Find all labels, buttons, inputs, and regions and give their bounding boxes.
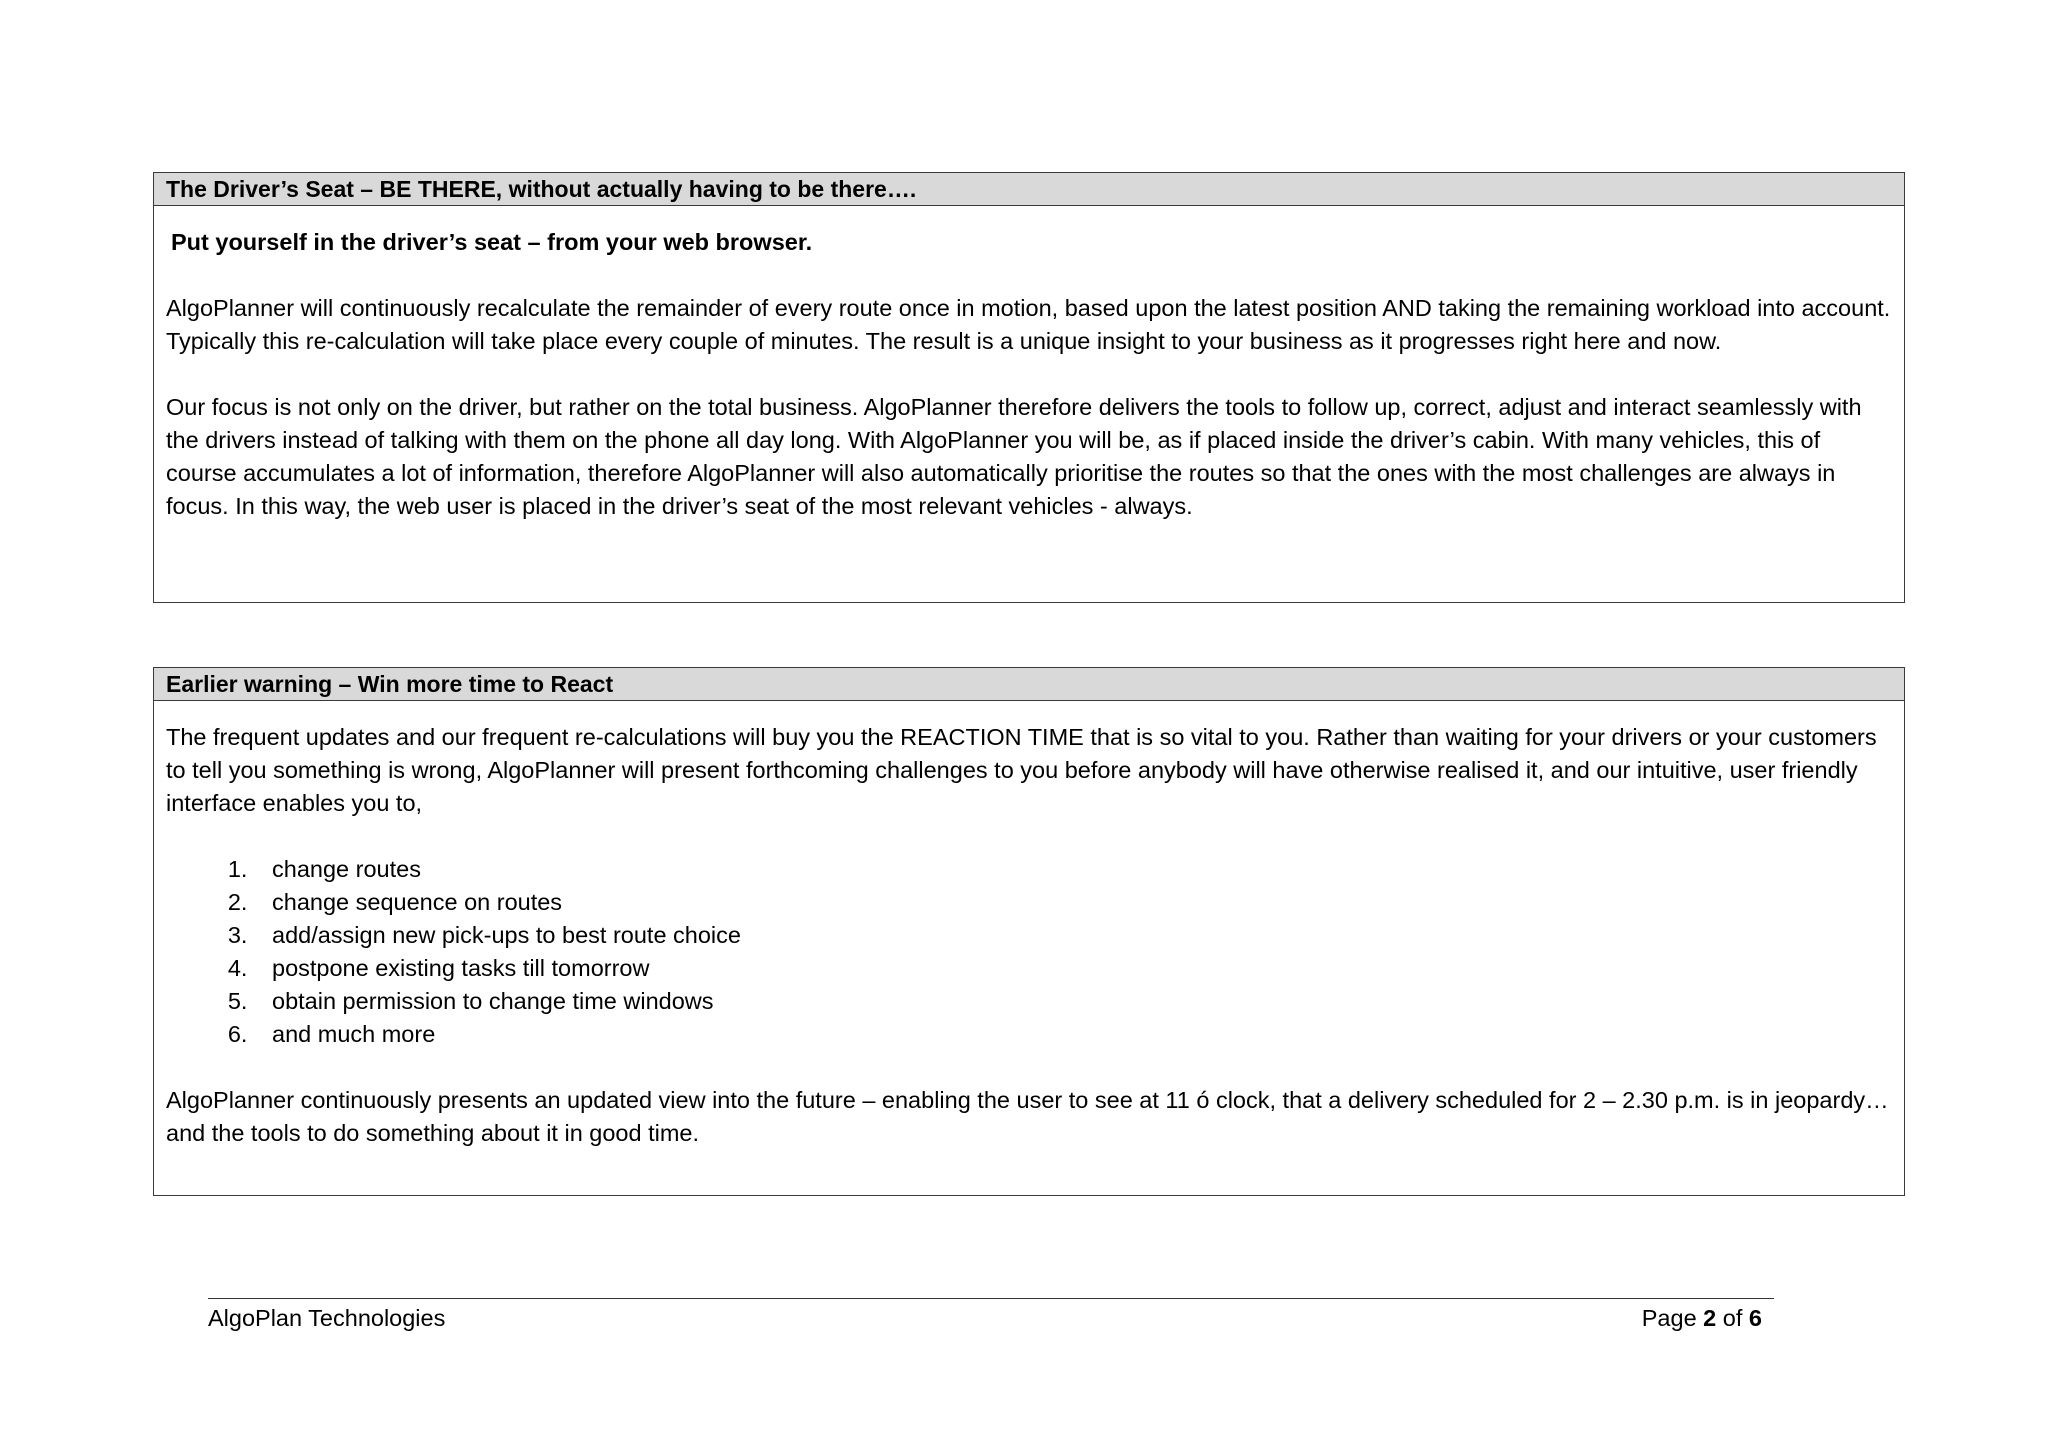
footer-page-number [1642, 1302, 1762, 1334]
page-total: 6 [1748, 1305, 1762, 1331]
list-item: 6. and much more [254, 1018, 1892, 1051]
page-current: 2 [1703, 1305, 1717, 1331]
earlier-warning-section-header: Earlier warning – Win more time to React [154, 668, 1904, 701]
drivers-seat-paragraph-1: AlgoPlanner will continuously recalculate the remainder of every route once in motion, based upon the latest position AND taking the remaining workload into account. Typically this re-calculation will take place every couple of minutes. The result is a unique insight to your business as it progresses right here and now. [166, 295, 1891, 354]
list-item: 2. change sequence on routes [254, 886, 1892, 919]
drivers-seat-subheading: Put yourself in the driver’s seat – from your web browser. [171, 229, 813, 255]
earlier-warning-intro: The frequent updates and our frequent re-calculations will buy you the REACTION TIME that is so vital to you. Rather than waiting for your drivers or your customers to tell you something is wrong, AlgoPlanner will present forthcoming challenges to you before anybody will have otherwise realised it, and our intuitive, user friendly interface enables you to, [166, 724, 1877, 816]
drivers-seat-section-body [154, 206, 1904, 523]
drivers-seat-paragraph-2: Our focus is not only on the driver, but rather on the total business. AlgoPlanner therefore delivers the tools to follow up, correct, adjust and interact seamlessly with the drivers instead of talking with them on the phone all day long. With AlgoPlanner you will be, as if placed inside the driver’s cabin. With many vehicles, this of course accumulates a lot of information, therefore AlgoPlanner will also automatically prioritise the routes so that the ones with the most challenges are always in focus. In this way, the web user is placed in the driver’s seat of the most relevant vehicles - always. [166, 394, 1862, 519]
capabilities-list [166, 853, 1892, 1051]
list-item: 3. add/assign new pick-ups to best route choice [254, 919, 1892, 952]
list-item: 4. postpone existing tasks till tomorrow [254, 952, 1892, 985]
page-of: of [1722, 1305, 1743, 1331]
earlier-warning-closing: AlgoPlanner continuously presents an updated view into the future – enabling the user to see at 11 ó clock, that a delivery scheduled for 2 – 2.30 p.m. is in jeopardy… and the tools to do something about it in good time. [166, 1087, 1889, 1146]
drivers-seat-section [153, 172, 1905, 603]
page-prefix: Page [1641, 1305, 1697, 1331]
footer-company: AlgoPlan Technologies [208, 1305, 446, 1331]
list-item: 5. obtain permission to change time windows [254, 985, 1892, 1018]
footer-divider [208, 1298, 1774, 1299]
earlier-warning-section-body [154, 701, 1904, 1150]
list-item: 1. change routes [254, 853, 1892, 886]
earlier-warning-section [153, 667, 1905, 1196]
drivers-seat-section-header: The Driver’s Seat – BE THERE, without actually having to be there…. [154, 173, 1904, 206]
